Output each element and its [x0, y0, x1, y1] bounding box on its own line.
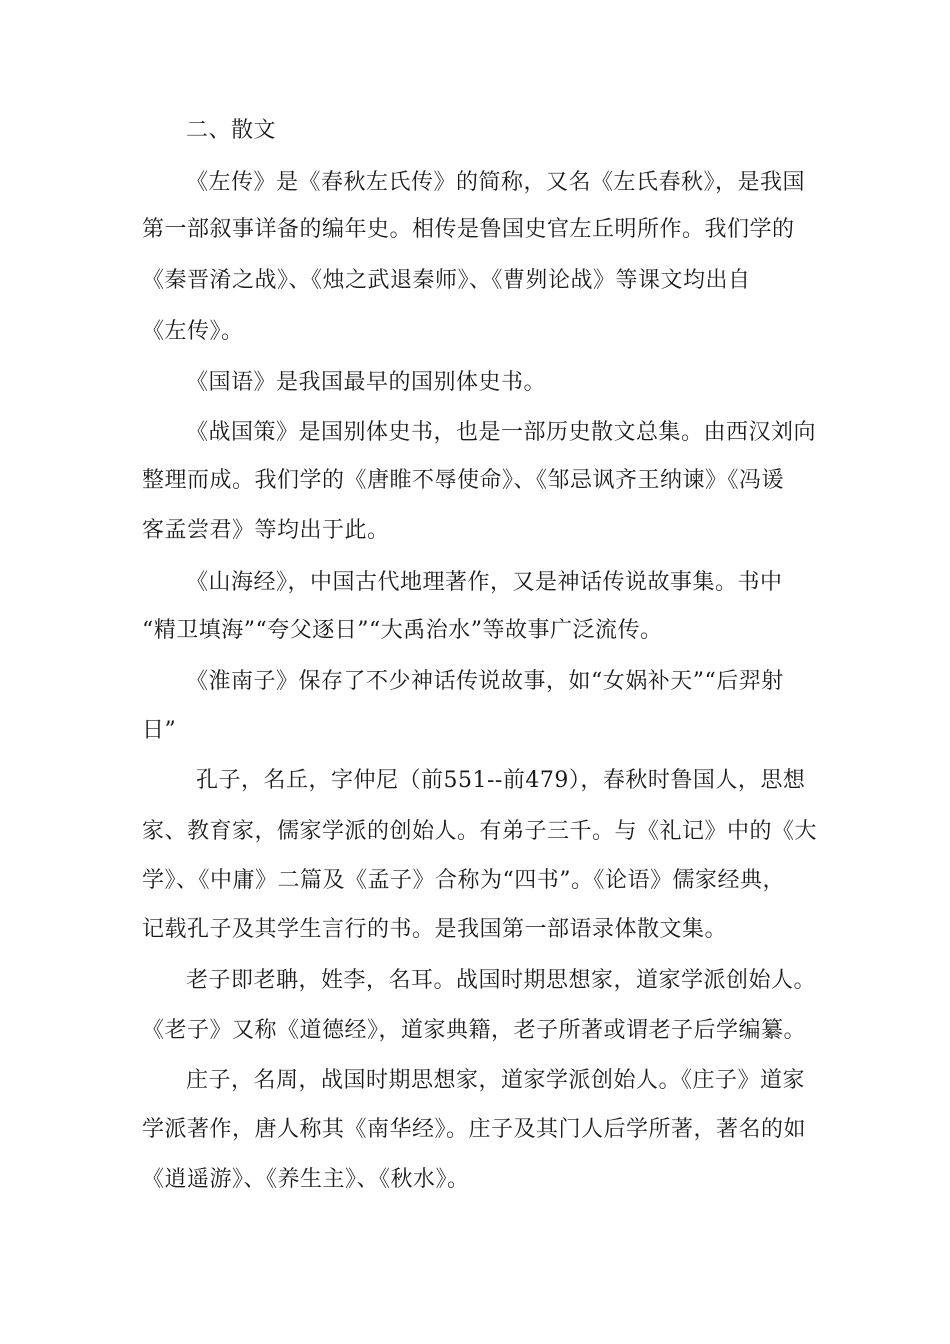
paragraph-line: 学派著作，唐人称其《南华经》。庄子及其门人后学所著，著名的如 — [142, 1117, 807, 1142]
paragraph-line: 记载孔子及其学生言行的书。是我国第一部语录体散文集。 — [142, 917, 728, 942]
paragraph-line: 孔子，名丘，字仲尼（前551--前479），春秋时鲁国人，思想 — [196, 768, 806, 793]
paragraph-line: 日” — [142, 718, 177, 743]
paragraph-line: 庄子，名周，战国时期思想家，道家学派创始人。《庄子》道家 — [186, 1068, 806, 1093]
paragraph-line: 《淮南子》保存了不少神话传说故事，如“女娲补天”“后羿射 — [186, 669, 784, 694]
paragraph-line: 《国语》是我国最早的国别体史书。 — [186, 370, 547, 395]
paragraph-line: “精卫填海”“夸父逐日”“大禹治水”等故事广泛流传。 — [142, 618, 663, 643]
paragraph-line: 《战国策》是国别体史书，也是一部历史散文总集。由西汉刘向 — [186, 420, 817, 445]
paragraph-line: 学》、《中庸》二篇及《孟子》合称为“四书”。《论语》儒家经典， — [142, 868, 785, 893]
paragraph-line: 整理而成。我们学的《唐睢不辱使命》、《邹忌讽齐王纳谏》《冯谖 — [142, 468, 785, 493]
paragraph-line: 第一部叙事详备的编年史。相传是鲁国史官左丘明所作。我们学的 — [142, 217, 795, 242]
paragraph-line: 《左传》是《春秋左氏传》的简称，又名《左氏春秋》，是我国 — [186, 170, 806, 195]
paragraph-line: 家、教育家，儒家学派的创始人。有弟子三千。与《礼记》中的《大 — [142, 819, 818, 844]
section-heading: 二、散文 — [186, 118, 277, 143]
paragraph-line: 《左传》。 — [142, 319, 244, 344]
paragraph-line: 《老子》又称《道德经》，道家典籍，老子所著或谓老子后学编纂。 — [142, 1018, 807, 1043]
paragraph-line: 《山海经》，中国古代地理著作，又是神话传说故事集。书中 — [186, 570, 783, 595]
paragraph-line: 客孟尝君》等均出于此。 — [142, 518, 390, 543]
paragraph-line: 老子即老聃，姓李，名耳。战国时期思想家，道家学派创始人。 — [186, 968, 817, 993]
paragraph-line: 《逍遥游》、《养生主》、《秋水》。 — [142, 1167, 470, 1192]
paragraph-line: 《秦晋淆之战》、《烛之武退秦师》、《曹刿论战》等课文均出自 — [142, 268, 751, 293]
